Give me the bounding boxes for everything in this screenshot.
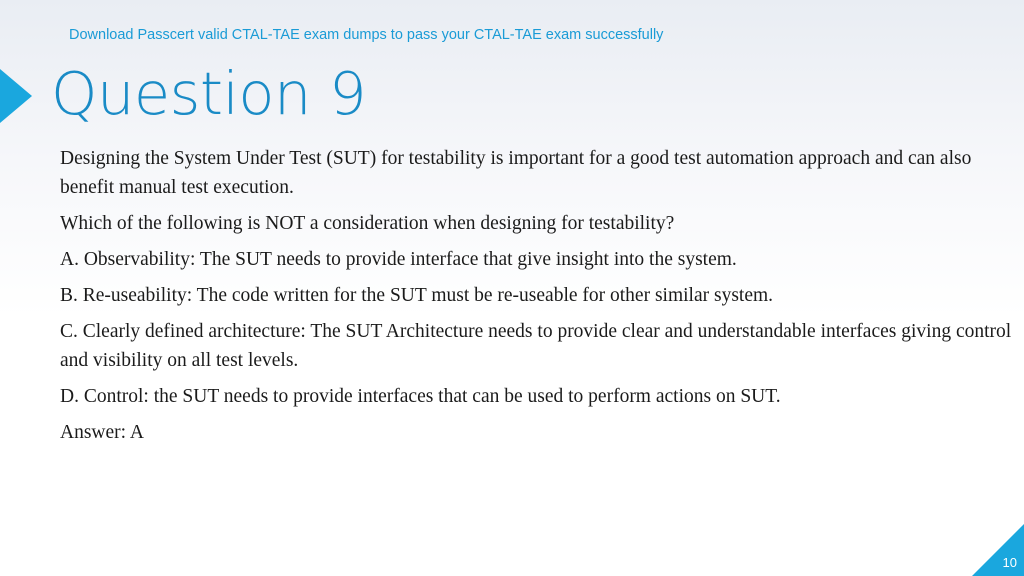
option-d: D. Control: the SUT needs to provide interfaces that can be used to perform actions on SUT. xyxy=(60,386,781,407)
slide-title: Question 9 xyxy=(51,59,367,128)
page-number: 10 xyxy=(1002,555,1017,570)
option-c: C. Clearly defined architecture: The SUT Architecture needs to provide clear and understandable interfaces giving control and visibility on all test levels. xyxy=(60,321,1012,371)
download-banner: Download Passcert valid CTAL-TAE exam dumps to pass your CTAL-TAE exam successfully xyxy=(69,27,664,43)
title-arrow-decoration xyxy=(0,69,32,123)
question-prompt: Which of the following is NOT a consideration when designing for testability? xyxy=(60,213,675,234)
option-b: B. Re-useability: The code written for the SUT must be re-useable for other similar system. xyxy=(60,285,774,306)
option-a: A. Observability: The SUT needs to provide interface that give insight into the system. xyxy=(60,249,737,270)
question-content xyxy=(60,144,1015,454)
question-intro: Designing the System Under Test (SUT) for testability is important for a good test automation approach and can also benefit manual test execution. xyxy=(60,148,972,198)
answer-text: Answer: A xyxy=(60,422,144,443)
